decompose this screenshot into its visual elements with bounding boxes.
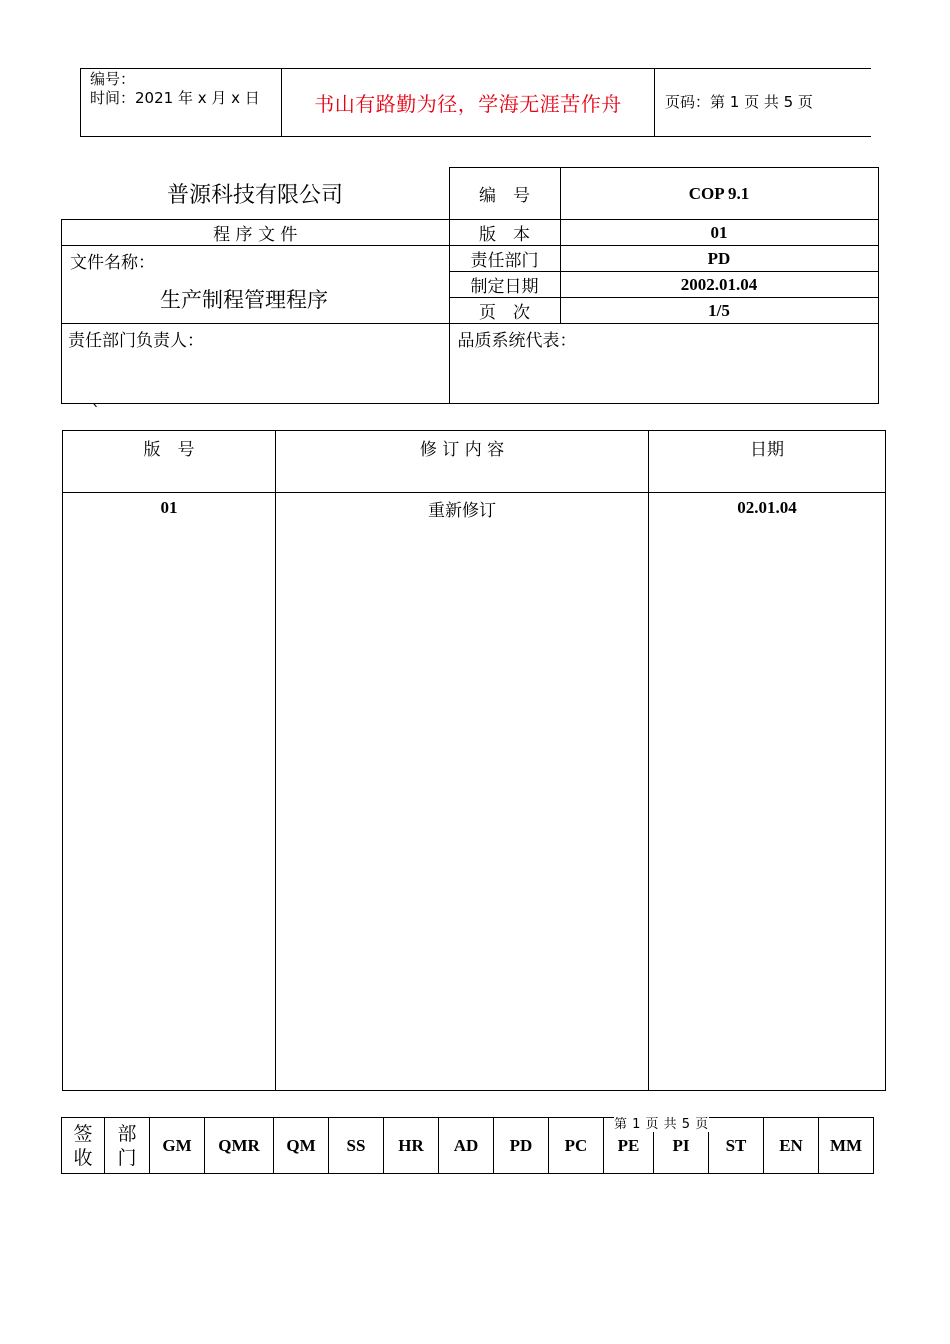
rev-date-cell <box>649 493 886 1091</box>
dept-code: PI <box>672 1135 690 1155</box>
motto-text: 书山有路勤为径，学海无涯苦作舟 <box>314 92 622 116</box>
field-value-cell <box>560 168 878 220</box>
dept-cell-qmr <box>205 1118 274 1174</box>
rev-header-date <box>649 431 886 493</box>
date-value: 2002.01.04 <box>680 274 758 294</box>
page-footer-note: 第 1 页 共 5 页 <box>614 1113 709 1132</box>
doc-type: 程 序 文 件 <box>213 225 298 245</box>
field-value-cell <box>560 246 878 272</box>
field-label: 编 号 <box>479 186 530 206</box>
field-label: 制定日期 <box>470 277 539 297</box>
page-count-value: 1/5 <box>708 300 730 320</box>
rev-version: 01 <box>160 498 178 517</box>
dept-code: AD <box>453 1135 479 1155</box>
dept-label: 部门 <box>117 1122 137 1169</box>
department-value: PD <box>707 248 731 268</box>
dept-code: HR <box>398 1135 424 1155</box>
rev-header-content <box>276 431 649 493</box>
dept-cell-qm <box>274 1118 329 1174</box>
field-label: 责任部门 <box>470 251 539 271</box>
field-value-cell <box>560 298 878 324</box>
dept-cell-hr <box>384 1118 439 1174</box>
page-header <box>80 68 871 137</box>
header-label: 修 订 内 容 <box>419 440 505 460</box>
dept-code: PD <box>509 1135 533 1155</box>
dept-cell-mm <box>819 1118 874 1174</box>
field-value-cell <box>560 220 878 246</box>
dept-head-cell <box>62 324 450 404</box>
field-label-cell <box>449 246 560 272</box>
stray-mark: ` <box>92 402 100 421</box>
header-label: 版 号 <box>143 440 195 460</box>
file-name-label: 文件名称： <box>70 253 155 273</box>
header-left-cell <box>81 69 282 136</box>
document-info-table <box>61 167 879 404</box>
sign-label: 签收 <box>73 1122 93 1169</box>
dept-cell-ss <box>329 1118 384 1174</box>
field-label: 版 本 <box>479 225 530 245</box>
dept-head-label: 责任部门负责人： <box>68 331 204 351</box>
field-label-cell <box>449 298 560 324</box>
dept-code: EN <box>779 1135 803 1155</box>
signoff-table <box>61 1117 874 1174</box>
dept-code: GM <box>162 1135 192 1155</box>
qa-rep-label: 品质系统代表： <box>457 331 577 351</box>
time-label: 时间：2021 年 x 月 x 日 <box>90 89 260 107</box>
field-label-cell <box>449 272 560 298</box>
page-label: 页码：第 1 页 共 5 页 <box>665 93 813 111</box>
doc-number-value: COP 9.1 <box>688 183 750 203</box>
field-label-cell <box>449 168 560 220</box>
header-motto-cell <box>282 69 655 136</box>
number-label: 编号： <box>90 70 136 88</box>
rev-date: 02.01.04 <box>737 498 797 517</box>
rev-content: 重新修订 <box>428 501 496 521</box>
qa-rep-cell <box>449 324 878 404</box>
dept-cell-pd <box>494 1118 549 1174</box>
field-label: 页 次 <box>479 303 530 323</box>
dept-code: PE <box>617 1135 640 1155</box>
dept-cell-en <box>764 1118 819 1174</box>
dept-code: QMR <box>218 1135 260 1155</box>
sign-label-cell <box>62 1118 105 1174</box>
file-name: 生产制程管理程序 <box>160 288 328 312</box>
file-name-cell <box>62 246 450 324</box>
company-cell <box>62 168 450 220</box>
dept-label-cell <box>105 1118 150 1174</box>
table-row <box>63 493 886 1091</box>
header-label: 日期 <box>750 440 784 460</box>
dept-code: PC <box>564 1135 588 1155</box>
dept-code: QM <box>286 1135 316 1155</box>
rev-version-cell <box>63 493 276 1091</box>
dept-code: SS <box>346 1135 366 1155</box>
dept-cell-st <box>709 1118 764 1174</box>
version-value: 01 <box>710 222 728 242</box>
rev-content-cell <box>276 493 649 1091</box>
dept-cell-ad <box>439 1118 494 1174</box>
header-right-cell <box>655 69 871 136</box>
rev-header-version <box>63 431 276 493</box>
dept-cell-pc <box>549 1118 604 1174</box>
dept-code: ST <box>725 1135 747 1155</box>
dept-code: MM <box>829 1135 863 1155</box>
dept-cell-gm <box>150 1118 205 1174</box>
revision-table <box>62 430 886 1091</box>
field-value-cell <box>560 272 878 298</box>
field-label-cell <box>449 220 560 246</box>
company-name: 普源科技有限公司 <box>166 182 343 208</box>
doc-type-cell <box>62 220 450 246</box>
